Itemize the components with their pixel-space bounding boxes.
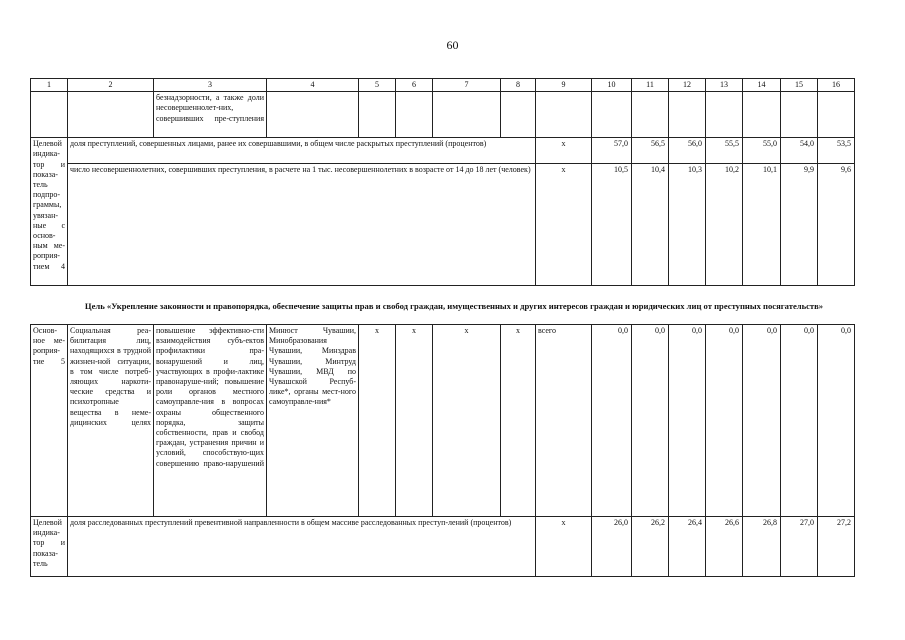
main-event-executors: Минюст Чувашии, Минобразования Чувашии, Минздрав Чувашии, Минтруд Чувашии, МВД по Чувашской Респуб-лике*, органы мест-ного самоуправле-ния* <box>267 325 359 517</box>
funding-value: 0,0 <box>743 325 781 517</box>
indicator-value: 9,6 <box>818 164 855 286</box>
indicator-value: 10,1 <box>743 164 781 286</box>
indicator-label: Целевой индика-тор и показа-тель подпро-граммы, увязан-ные с основ-ным ме-роприя-тием 4 <box>31 138 68 286</box>
column-number: 10 <box>592 79 632 92</box>
main-event-col6: x <box>396 325 433 517</box>
page-number: 60 <box>446 38 459 52</box>
indicator-value: 26,6 <box>706 517 743 577</box>
indicator-value: 10,2 <box>706 164 743 286</box>
funding-source: всего <box>536 325 592 517</box>
indicator-value: 10,4 <box>632 164 669 286</box>
column-number: 8 <box>501 79 536 92</box>
indicator-value: 27,0 <box>781 517 818 577</box>
funding-value: 0,0 <box>818 325 855 517</box>
indicator-value: 56,5 <box>632 138 669 164</box>
main-event-goals: повышение эффективно-сти взаимодействия субъ-ектов профилактики пра-вонарушений и лиц, участвующих в профи-лактике правонаруше-ний; повышение роли органов местного самоуправле-ния в вопросах охраны общественного порядка, защиты собственности, прав и свобод граждан, устранения причин и условий, способствую-щих совершению право-нарушений <box>154 325 267 517</box>
indicator-value: 54,0 <box>781 138 818 164</box>
indicator-value: 9,9 <box>781 164 818 286</box>
indicator-value: 10,5 <box>592 164 632 286</box>
indicator-value: 55,5 <box>706 138 743 164</box>
indicator-row <box>31 164 855 286</box>
column-number: 16 <box>818 79 855 92</box>
column-number: 3 <box>154 79 267 92</box>
column-number: 9 <box>536 79 592 92</box>
indicator-value: 26,2 <box>632 517 669 577</box>
indicator-col9: x <box>536 517 592 577</box>
main-event-label: Основ-ное ме-роприя-тие 5 <box>31 325 68 517</box>
indicator-value: 56,0 <box>669 138 706 164</box>
main-event-col5: x <box>359 325 396 517</box>
indicator-value: 10,3 <box>669 164 706 286</box>
indicator-text: число несовершеннолетних, совершивших преступления, в расчете на 1 тыс. несовершеннолетних в возрасте от 14 до 18 лет (человек) <box>68 164 536 286</box>
indicator-value: 26,8 <box>743 517 781 577</box>
main-event-col8: x <box>501 325 536 517</box>
continuation-row <box>31 92 855 138</box>
indicator-value: 57,0 <box>592 138 632 164</box>
column-number: 5 <box>359 79 396 92</box>
goal-heading: Цель «Укрепление законности и правопорядка, обеспечение защиты прав и свобод граждан, имущественных и других интересов граждан и юридических лиц от преступных посягательств» <box>84 301 824 311</box>
column-number: 2 <box>68 79 154 92</box>
funding-value: 0,0 <box>592 325 632 517</box>
column-number: 4 <box>267 79 359 92</box>
indicator-row <box>31 138 855 164</box>
funding-value: 0,0 <box>706 325 743 517</box>
main-event-name: Социальная реа-билитация лиц, находящихся в трудной жизнен-ной ситуации, в том числе потреб-ляющих наркоти-ческие средства и психотропные вещества в неме-дицинских целях <box>68 325 154 517</box>
indicator-value: 27,2 <box>818 517 855 577</box>
column-number: 12 <box>669 79 706 92</box>
program-table-top <box>30 78 855 286</box>
indicator-row <box>31 517 855 577</box>
continuation-goal-text: безнадзорности, а также доли несовершеннолет-них, совершивших пре-ступления <box>154 92 267 138</box>
program-table-bottom <box>30 324 855 577</box>
column-number: 13 <box>706 79 743 92</box>
funding-value: 0,0 <box>781 325 818 517</box>
indicator-text: доля расследованных преступлений превентивной направленности в общем массиве расследованных преступ-лений (процентов) <box>68 517 536 577</box>
indicator-value: 55,0 <box>743 138 781 164</box>
column-number: 15 <box>781 79 818 92</box>
indicator-label: Целевой индика-тор и показа-тель <box>31 517 68 577</box>
indicator-value: 26,4 <box>669 517 706 577</box>
indicator-col9: x <box>536 138 592 164</box>
main-event-row <box>31 325 855 517</box>
column-number: 6 <box>396 79 433 92</box>
indicator-value: 26,0 <box>592 517 632 577</box>
column-number: 7 <box>433 79 501 92</box>
column-number: 1 <box>31 79 68 92</box>
indicator-text: доля преступлений, совершенных лицами, ранее их совершавшими, в общем числе раскрытых преступлений (процентов) <box>68 138 536 164</box>
column-number: 11 <box>632 79 669 92</box>
indicator-value: 53,5 <box>818 138 855 164</box>
indicator-col9: x <box>536 164 592 286</box>
funding-value: 0,0 <box>632 325 669 517</box>
column-number: 14 <box>743 79 781 92</box>
main-event-col7: x <box>433 325 501 517</box>
funding-value: 0,0 <box>669 325 706 517</box>
column-number-row <box>31 79 855 92</box>
